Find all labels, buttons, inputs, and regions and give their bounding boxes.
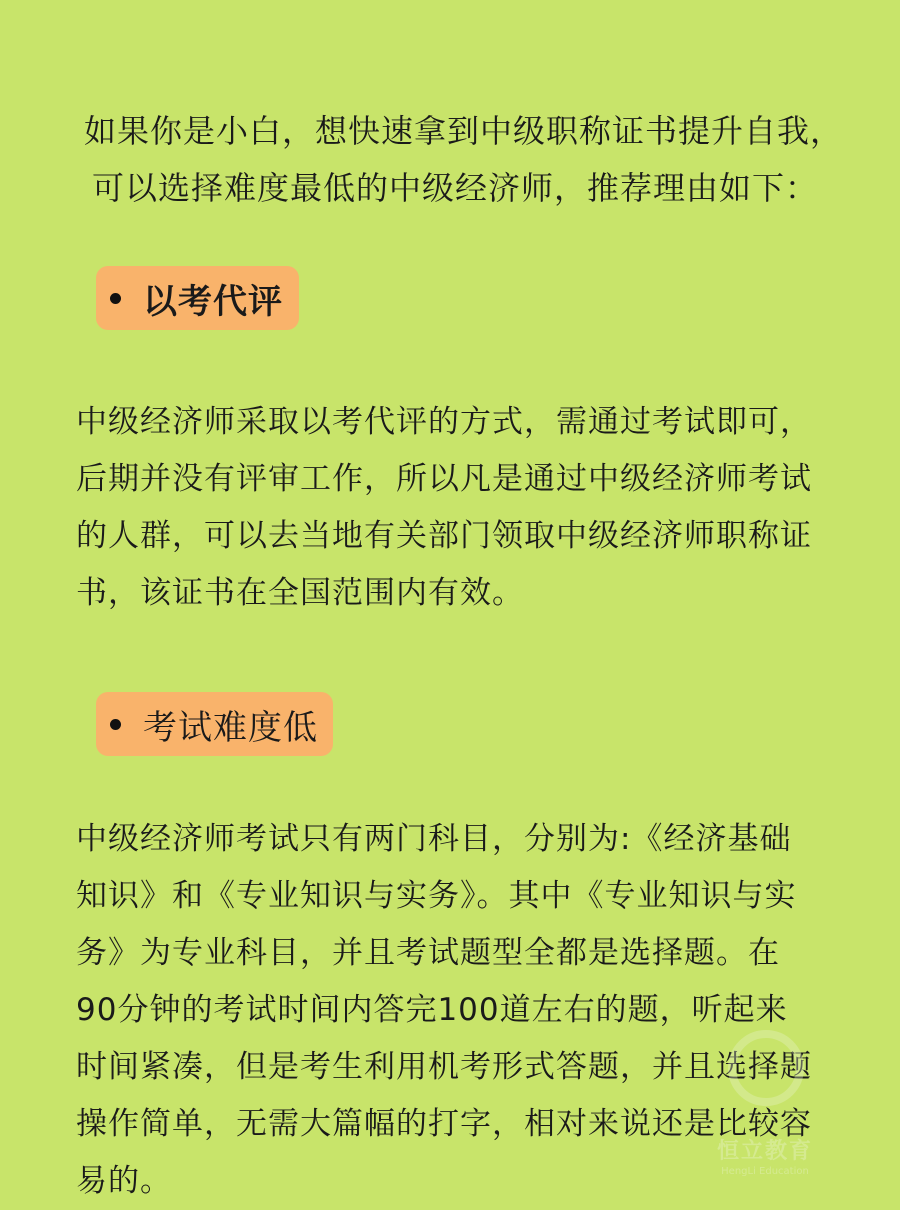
watermark-logo — [700, 1030, 830, 1190]
intro-line-2: 可以选择难度最低的中级经济师，推荐理由如下： — [92, 169, 819, 207]
section-tag-2 — [96, 692, 333, 756]
section-paragraph-1: 中级经济师采取以考代评的方式，需通过考试即可，后期并没有评审工作，所以凡是通过中级经济师考试的人群，可以去当地有关部门领取中级经济师职称证书，该证书在全国范围内有效。 — [76, 404, 812, 611]
section-title-1: 以考代评 — [143, 281, 283, 322]
section-title-2: 考试难度低 — [143, 707, 318, 748]
bullet-icon — [110, 293, 121, 304]
section-paragraph-2: 中级经济师考试只有两门科目，分别为:《经济基础知识》和《专业知识与实务》。其中《专业知识与实务》为专业科目，并且考试题型全都是选择题。在90分钟的考试时间内答完100道左右的题，听起来时间紧凑，但是考生利用机考形式答题，并且选择题操作简单，无需大篇幅的打字，相对来说还是比较容易的。 — [76, 821, 812, 1199]
watermark-subtitle: HengLi Education — [721, 1166, 809, 1177]
bullet-icon — [110, 719, 121, 730]
section-tag-1 — [96, 266, 299, 330]
watermark-logo-icon — [728, 1030, 804, 1106]
intro-text — [84, 103, 844, 217]
watermark-name: 恒立教育 — [716, 1139, 813, 1164]
intro-line-1: 如果你是小白，想快速拿到中级职称证书提升自我， — [84, 112, 844, 150]
